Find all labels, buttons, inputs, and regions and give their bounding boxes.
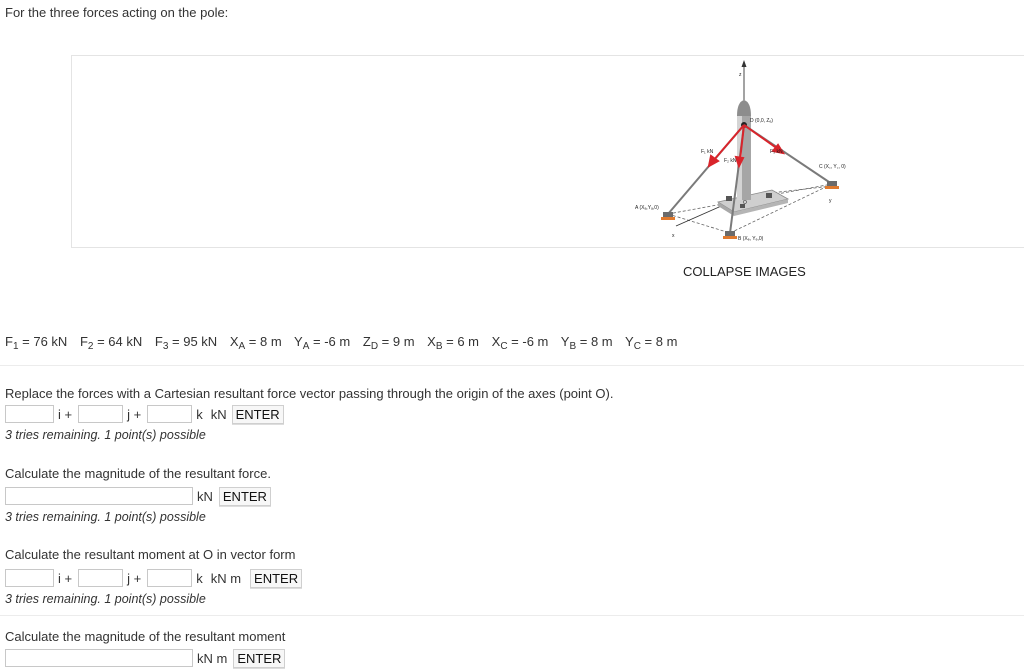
anchor-c	[825, 181, 839, 189]
q3-i-input[interactable]	[5, 569, 54, 587]
q2-enter-button[interactable]: ENTER	[219, 487, 271, 506]
divider	[0, 365, 1024, 366]
question-2-prompt: Calculate the magnitude of the resultant force.	[5, 466, 271, 481]
q1-k-label: k	[196, 406, 203, 422]
x-label: x	[672, 233, 675, 239]
a-label: A (Xₐ,Yₐ,0)	[635, 205, 659, 211]
given-f1: $F_1 = 76$ kN	[5, 334, 68, 352]
q4-unit: kN m	[197, 650, 228, 666]
figure-panel	[71, 55, 1024, 248]
question-2-answer-row	[5, 486, 271, 506]
q2-unit: kN	[197, 488, 213, 504]
q1-j-input[interactable]	[78, 405, 123, 423]
q1-k-input[interactable]	[147, 405, 192, 423]
q4-input[interactable]	[5, 649, 193, 667]
f3-label: F₃ kN	[770, 149, 783, 155]
q3-k-label: k	[196, 570, 203, 586]
question-4-answer-row	[5, 648, 285, 668]
given-xa: $X_A = 8$ m	[229, 334, 282, 352]
q3-tries: 3 tries remaining. 1 point(s) possible	[5, 592, 206, 606]
q3-unit: kN m	[210, 570, 242, 586]
q4-enter-button[interactable]: ENTER	[233, 649, 285, 668]
given-f3: $F_3 = 95$ kN	[154, 334, 218, 352]
q2-input[interactable]	[5, 487, 193, 505]
anchor-a	[661, 212, 675, 220]
c-label: C (X꜀, Y꜀, 0)	[819, 164, 846, 170]
question-1-answer-row	[5, 404, 284, 424]
collapse-images-link[interactable]: COLLAPSE IMAGES	[683, 264, 806, 279]
q1-enter-button[interactable]: ENTER	[232, 405, 284, 424]
given-zd: $Z_D = 9$ m	[362, 334, 415, 352]
q1-unit: kN	[210, 406, 227, 422]
z-label: z	[739, 72, 742, 78]
f2-label: F₂ kN	[724, 158, 737, 164]
q1-tries: 3 tries remaining. 1 point(s) possible	[5, 428, 206, 442]
q3-i-label: i +	[58, 570, 73, 586]
q3-enter-button[interactable]: ENTER	[250, 569, 302, 588]
z-axis-arrow	[742, 60, 747, 67]
given-values	[5, 334, 686, 352]
f1-label: F₁ kN	[701, 149, 714, 155]
question-4-prompt: Calculate the magnitude of the resultant moment	[5, 629, 286, 644]
pole-diagram	[72, 56, 1024, 249]
given-yc: $Y_C = 8$ m	[625, 334, 678, 352]
base-plate	[718, 190, 788, 216]
d-label: D (0,0, Zₑ)	[750, 118, 773, 124]
given-xc: $X_C = -6$ m	[491, 334, 549, 352]
q1-i-label: i +	[58, 406, 73, 422]
q2-tries: 3 tries remaining. 1 point(s) possible	[5, 510, 206, 524]
y-label: y	[829, 198, 832, 204]
q3-k-input[interactable]	[147, 569, 192, 587]
question-3-answer-row	[5, 568, 302, 588]
ground-line-ab	[668, 214, 730, 233]
given-xb: $X_B = 6$ m	[427, 334, 480, 352]
q3-j-input[interactable]	[78, 569, 123, 587]
q1-i-input[interactable]	[5, 405, 54, 423]
pole	[737, 100, 751, 200]
q1-j-label: j +	[127, 406, 142, 422]
q3-j-label: j +	[127, 570, 142, 586]
b-label: B (Xₑ, Yₑ,0)	[738, 236, 764, 242]
divider	[0, 615, 1024, 616]
anchor-b	[723, 231, 737, 239]
given-ya: $Y_A = -6$ m	[294, 334, 351, 352]
given-f2: $F_2 = 64$ kN	[79, 334, 143, 352]
question-3-prompt: Calculate the resultant moment at O in vector form	[5, 547, 296, 562]
page-title: For the three forces acting on the pole:	[5, 5, 229, 20]
o-label: O	[743, 200, 747, 206]
question-1-prompt: Replace the forces with a Cartesian resultant force vector passing through the origin of the axes (point O).	[5, 386, 614, 401]
given-yb: $Y_B = 8$ m	[560, 334, 613, 352]
